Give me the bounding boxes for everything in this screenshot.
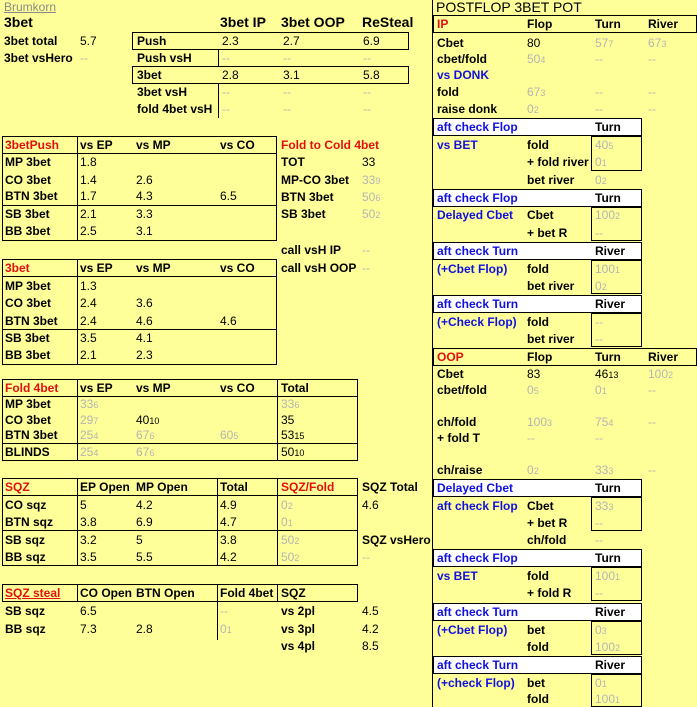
push-vsh-oop: -- bbox=[283, 51, 291, 65]
oop-foldt-turn: -- bbox=[595, 431, 603, 445]
sqz-vshero-label: SQZ vsHero bbox=[362, 533, 431, 547]
oop-cbetfold-turn: 01 bbox=[595, 383, 607, 397]
3betpush-cell: 3.1 bbox=[136, 224, 153, 238]
sqz-row-label: BB sqz bbox=[5, 550, 46, 564]
oop-aftcheckturn2-sub: (+check Flop) bbox=[437, 676, 515, 690]
brand-text[interactable]: Brumkorn bbox=[4, 0, 57, 14]
oop-chfold-label: ch/fold bbox=[437, 415, 477, 429]
3betpush-row-label: BTN 3bet bbox=[5, 189, 58, 203]
ip-delayedcbet-cbet-label: Cbet bbox=[527, 208, 554, 222]
sqz-row-label: BTN sqz bbox=[5, 515, 53, 529]
ip-cbet-label: Cbet bbox=[437, 36, 464, 50]
push-vsh-ip: -- bbox=[222, 51, 230, 65]
oop-aftcheckflop-label: aft check Flop bbox=[437, 499, 518, 513]
3bet-oop: 3.1 bbox=[283, 68, 300, 82]
ip-delayedcbet-betr-value: -- bbox=[595, 226, 603, 240]
ip-aftcheckturn2-fold-label: fold bbox=[527, 315, 549, 329]
fold4bet-header-vs-co: vs CO bbox=[220, 381, 255, 395]
ip-cbetfold-turn: -- bbox=[595, 52, 603, 66]
ip-vsbet-foldriver-value: 01 bbox=[595, 155, 607, 169]
table-sqz-steal-title: SQZ steal bbox=[5, 586, 61, 600]
ip-aftcheckflop2-turn: Turn bbox=[595, 191, 621, 205]
cold4bet-value: 502 bbox=[362, 207, 381, 221]
oop-cbet-turn: 4613 bbox=[595, 367, 619, 381]
3betpush-row-label: SB 3bet bbox=[5, 207, 50, 221]
ip-vsdonk-label: vs DONK bbox=[437, 68, 490, 82]
3bet-cell: 4.1 bbox=[136, 331, 153, 345]
fold4bet-cell: 676 bbox=[136, 445, 155, 459]
ip-aftcheckflop-turn: Turn bbox=[595, 120, 621, 134]
3betpush-cell: 2.5 bbox=[80, 224, 97, 238]
oop-cbetfold-river: -- bbox=[648, 383, 656, 397]
oop-aftcheckturn2-fold-label: fold bbox=[527, 692, 549, 706]
value-3bet-vshero: -- bbox=[80, 51, 88, 65]
call-vsh-oop-value: -- bbox=[362, 261, 370, 275]
3bet-vsh-resteal: -- bbox=[363, 85, 371, 99]
oop-aftcheckturn2-label: aft check Turn bbox=[437, 658, 519, 672]
sqz-cell: 6.9 bbox=[136, 515, 153, 529]
cold4bet-value: 33 bbox=[362, 155, 376, 169]
3betpush-header-vs-mp: vs MP bbox=[136, 138, 171, 152]
steal-sqz-value: 4.5 bbox=[362, 604, 379, 618]
ip-header-flop: Flop bbox=[527, 17, 553, 31]
ip-title: IP bbox=[437, 17, 449, 31]
oop-vsbet-foldr-value: -- bbox=[595, 586, 603, 600]
sqz-header-ep-open: EP Open bbox=[80, 480, 130, 494]
3bet-header-vs-ep: vs EP bbox=[80, 261, 113, 275]
3bet-vsh-oop: -- bbox=[283, 85, 291, 99]
ip-cbetfold-river: -- bbox=[648, 52, 656, 66]
sqz-row-label: CO sqz bbox=[5, 498, 47, 512]
table-3betpush-title: 3betPush bbox=[5, 138, 60, 152]
steal-header-fold-4bet: Fold 4bet bbox=[220, 586, 274, 600]
fold4bet-row-label: BLINDS bbox=[5, 445, 50, 459]
fold4bet-cell: 254 bbox=[80, 428, 99, 442]
sqz-row-label: SB sqz bbox=[5, 533, 46, 547]
ip-delayedcbet-label: Delayed Cbet bbox=[437, 208, 514, 222]
3bet-row-label: CO 3bet bbox=[5, 296, 52, 310]
fold4bet-cell: 297 bbox=[80, 413, 99, 427]
sqz-cell: 3.5 bbox=[80, 550, 97, 564]
ip-aftcheckflop-label: aft check Flop bbox=[437, 120, 518, 134]
oop-aftcheckturn-river: River bbox=[595, 605, 626, 619]
steal-header-co-open: CO Open bbox=[80, 586, 133, 600]
3bet-cell: 2.1 bbox=[80, 348, 97, 362]
fold4bet-total: 5315 bbox=[281, 428, 305, 442]
oop-header-turn: Turn bbox=[595, 350, 621, 364]
ip-aftcheckturn2-fold-value: -- bbox=[595, 315, 603, 329]
cold4bet-row-label: SB 3bet bbox=[281, 207, 326, 221]
sqz-fold-cell: 02 bbox=[281, 498, 293, 512]
fold4bet-header-total: Total bbox=[281, 381, 309, 395]
postflop-title: POSTFLOP 3BET POT bbox=[436, 0, 582, 15]
oop-chraise-river: -- bbox=[648, 463, 656, 477]
3bet-row-label: BTN 3bet bbox=[5, 314, 58, 328]
ip-aftcheckturn-label: aft check Turn bbox=[437, 244, 519, 258]
call-vsh-oop-label: call vsH OOP bbox=[281, 261, 357, 275]
ip-aftcheckturn-betriver-label: bet river bbox=[527, 279, 575, 293]
ip-aftcheckturn-betriver-value: 02 bbox=[595, 279, 607, 293]
cold4bet-row-label: BTN 3bet bbox=[281, 190, 334, 204]
ip-aftcheckturn-river: River bbox=[595, 244, 626, 258]
ip-vsbet-label: vs BET bbox=[437, 138, 478, 152]
fold4bet-cell: 676 bbox=[136, 428, 155, 442]
push-resteal: 6.9 bbox=[363, 34, 380, 48]
ip-vsbet-betriver-value: 02 bbox=[595, 173, 607, 187]
oop-delayedcbet-turn: Turn bbox=[595, 481, 621, 495]
label-3bet-vshero: 3bet vsHero bbox=[4, 51, 73, 65]
sqz-cell: 4.9 bbox=[220, 498, 237, 512]
oop-chraise-flop: 02 bbox=[527, 463, 539, 477]
oop-aftcheckturn-sub: (+Cbet Flop) bbox=[437, 623, 508, 637]
oop-cbet-label: Cbet bbox=[437, 367, 464, 381]
3bet-cell: 1.3 bbox=[80, 279, 97, 293]
3bet-cell: 3.5 bbox=[80, 331, 97, 345]
oop-aftcheckturn-label: aft check Turn bbox=[437, 605, 519, 619]
3betpush-cell: 6.5 bbox=[220, 189, 237, 203]
ip-raisedonk-label: raise donk bbox=[437, 102, 498, 116]
fold4bet-vsh-ip: -- bbox=[222, 102, 230, 116]
sqz-fold-cell: 502 bbox=[281, 533, 300, 547]
row-label-push: Push bbox=[137, 34, 167, 48]
3betpush-cell: 1.7 bbox=[80, 189, 97, 203]
3bet-row-label: SB 3bet bbox=[5, 331, 50, 345]
steal-sqz-label: vs 4pl bbox=[281, 639, 316, 653]
ip-vsbet-fold-value: 405 bbox=[595, 138, 614, 152]
steal-sqz-value: 8.5 bbox=[362, 639, 379, 653]
oop-delayedcbet-chfold-label: ch/fold bbox=[527, 533, 567, 547]
row-label-3bet-vsh: 3bet vsH bbox=[137, 85, 188, 99]
oop-aftcheckflop2-turn: Turn bbox=[595, 551, 621, 565]
ip-aftcheckturn2-betriver-value: -- bbox=[595, 332, 603, 346]
sqz-vshero-value: -- bbox=[362, 550, 370, 564]
3bet-row-label: MP 3bet bbox=[5, 279, 51, 293]
oop-aftcheckturn-fold-label: fold bbox=[527, 640, 549, 654]
3bet-resteal: 5.8 bbox=[363, 68, 380, 82]
3betpush-cell: 1.4 bbox=[80, 173, 97, 187]
3bet-vsh-ip: -- bbox=[222, 85, 230, 99]
ip-raisedonk-flop: 02 bbox=[527, 102, 539, 116]
sqz-cell: 3.8 bbox=[80, 515, 97, 529]
push-ip: 2.3 bbox=[222, 34, 239, 48]
table-3bet-title: 3bet bbox=[5, 261, 30, 275]
oop-aftcheckturn2-bet-value: 01 bbox=[595, 676, 607, 690]
3betpush-cell: 4.3 bbox=[136, 189, 153, 203]
fold4bet-cell: 254 bbox=[80, 445, 99, 459]
3bet-header-vs-mp: vs MP bbox=[136, 261, 171, 275]
ip-fold-flop: 673 bbox=[527, 85, 546, 99]
row-label-push-vsh: Push vsH bbox=[137, 51, 192, 65]
ip-fold-turn: -- bbox=[595, 85, 603, 99]
fold4bet-row-label: CO 3bet bbox=[5, 413, 52, 427]
brand-link[interactable] bbox=[4, 0, 56, 14]
steal-cell: 6.5 bbox=[80, 604, 97, 618]
3bet-cell: 2.3 bbox=[136, 348, 153, 362]
header-3bet-oop: 3bet OOP bbox=[281, 14, 345, 30]
fold4bet-vsh-oop: -- bbox=[283, 102, 291, 116]
3bet-cell: 2.4 bbox=[80, 314, 97, 328]
3betpush-cell: 1.8 bbox=[80, 155, 97, 169]
sqz-cell: 3.8 bbox=[220, 533, 237, 547]
table-fold4bet-title: Fold 4bet bbox=[5, 381, 59, 395]
label-3bet-total: 3bet total bbox=[4, 34, 58, 48]
oop-cbet-river: 1002 bbox=[648, 367, 674, 381]
3bet-cell: 2.4 bbox=[80, 296, 97, 310]
oop-delayedcbet-betr-value: -- bbox=[595, 516, 603, 530]
ip-raisedonk-river: -- bbox=[648, 102, 656, 116]
3betpush-cell: 3.3 bbox=[136, 207, 153, 221]
3betpush-cell: 2.6 bbox=[136, 173, 153, 187]
ip-aftcheckturn-sub: (+Cbet Flop) bbox=[437, 262, 508, 276]
steal-header-sqz: SQZ bbox=[281, 586, 306, 600]
cold4bet-value: 506 bbox=[362, 190, 381, 204]
3bet-ip: 2.8 bbox=[222, 68, 239, 82]
cold4bet-value: 339 bbox=[362, 173, 381, 187]
cold4bet-row-label: TOT bbox=[281, 155, 305, 169]
steal-row-label: SB sqz bbox=[5, 604, 46, 618]
oop-chfold-river: -- bbox=[648, 415, 656, 429]
ip-header-river: River bbox=[648, 17, 679, 31]
3betpush-row-label: BB 3bet bbox=[5, 224, 51, 238]
oop-aftcheckturn-fold-value: 1002 bbox=[595, 640, 621, 654]
3bet-cell: 3.6 bbox=[136, 296, 153, 310]
fold4bet-row-label: MP 3bet bbox=[5, 397, 51, 411]
ip-aftcheckflop2-label: aft check Flop bbox=[437, 191, 518, 205]
ip-cbet-turn: 577 bbox=[595, 36, 614, 50]
sqz-cell: 3.2 bbox=[80, 533, 97, 547]
sqz-cell: 4.2 bbox=[136, 498, 153, 512]
ip-cbetfold-flop: 504 bbox=[527, 52, 546, 66]
value-3bet-total: 5.7 bbox=[80, 34, 97, 48]
oop-aftcheckflop2-label: aft check Flop bbox=[437, 551, 518, 565]
oop-aftcheckturn2-bet-label: bet bbox=[527, 676, 545, 690]
steal-sqz-label: vs 3pl bbox=[281, 622, 316, 636]
sqz-total-label: SQZ Total bbox=[362, 480, 418, 494]
oop-vsbet-label: vs BET bbox=[437, 569, 478, 583]
fold4bet-cell: 605 bbox=[220, 428, 239, 442]
oop-foldt-flop: -- bbox=[527, 431, 535, 445]
steal-cell: 2.8 bbox=[136, 622, 153, 636]
steal-fold-cell: -- bbox=[220, 604, 228, 618]
oop-chraise-label: ch/raise bbox=[437, 463, 483, 477]
sqz-fold-cell: 01 bbox=[281, 515, 293, 529]
sqz-cell: 4.2 bbox=[220, 550, 237, 564]
ip-aftcheckturn2-betriver-label: bet river bbox=[527, 332, 575, 346]
steal-fold-cell: 01 bbox=[220, 622, 232, 636]
fold4bet-total: 35 bbox=[281, 413, 295, 427]
oop-cbetfold-flop: 05 bbox=[527, 383, 539, 397]
3betpush-header-vs-co: vs CO bbox=[220, 138, 255, 152]
oop-delayedcbet-cbet-value: 333 bbox=[595, 499, 614, 513]
ip-aftcheckturn2-label: aft check Turn bbox=[437, 297, 519, 311]
ip-header-turn: Turn bbox=[595, 17, 621, 31]
cold4bet-row-label: MP-CO 3bet bbox=[281, 173, 350, 187]
oop-chraise-turn: 333 bbox=[595, 463, 614, 477]
oop-delayedcbet-chfold-value: -- bbox=[595, 533, 603, 547]
sqz-total-value: 4.6 bbox=[362, 498, 379, 512]
3betpush-row-label: CO 3bet bbox=[5, 173, 52, 187]
section-title-3bet: 3bet bbox=[4, 14, 33, 30]
sqz-cell: 4.7 bbox=[220, 515, 237, 529]
sqz-header-total: Total bbox=[220, 480, 248, 494]
oop-delayedcbet-cbet-label: Cbet bbox=[527, 499, 554, 513]
ip-cbet-flop: 80 bbox=[527, 36, 541, 50]
push-vsh-resteal: -- bbox=[363, 51, 371, 65]
ip-delayedcbet-betr-label: + bet R bbox=[527, 226, 568, 240]
oop-vsbet-foldr-label: + fold R bbox=[527, 586, 572, 600]
oop-cbet-flop: 83 bbox=[527, 367, 541, 381]
oop-aftcheckturn2-fold-value: 1001 bbox=[595, 692, 621, 706]
oop-chfold-turn: 754 bbox=[595, 415, 614, 429]
header-3bet-ip: 3bet IP bbox=[220, 14, 266, 30]
oop-aftcheckturn-bet-value: 03 bbox=[595, 623, 607, 637]
ip-aftcheckturn2-river: River bbox=[595, 297, 626, 311]
fold4bet-cell: 336 bbox=[80, 397, 99, 411]
sqz-cell: 5 bbox=[80, 498, 87, 512]
3betpush-header-vs-ep: vs EP bbox=[80, 138, 113, 152]
fold4bet-total: 336 bbox=[281, 397, 300, 411]
sqz-header-sqz-fold: SQZ/Fold bbox=[281, 480, 335, 494]
steal-sqz-value: 4.2 bbox=[362, 622, 379, 636]
ip-delayedcbet-cbet-value: 1002 bbox=[595, 208, 621, 222]
ip-cbetfold-label: cbet/fold bbox=[437, 52, 487, 66]
ip-aftcheckturn2-sub: (+Check Flop) bbox=[437, 315, 517, 329]
call-vsh-ip-value: -- bbox=[362, 243, 370, 257]
ip-aftcheckturn-fold-value: 1001 bbox=[595, 262, 621, 276]
sqz-fold-cell: 502 bbox=[281, 550, 300, 564]
3bet-header-vs-co: vs CO bbox=[220, 261, 255, 275]
oop-vsbet-fold-label: fold bbox=[527, 569, 549, 583]
fold4bet-row-label: BTN 3bet bbox=[5, 428, 58, 442]
row-label-3bet: 3bet bbox=[137, 68, 162, 82]
oop-header-flop: Flop bbox=[527, 350, 553, 364]
steal-cell: 7.3 bbox=[80, 622, 97, 636]
steal-header-btn-open: BTN Open bbox=[136, 586, 195, 600]
oop-vsbet-fold-value: 1001 bbox=[595, 569, 621, 583]
ip-raisedonk-turn: -- bbox=[595, 102, 603, 116]
push-oop: 2.7 bbox=[283, 34, 300, 48]
oop-cbetfold-label: cbet/fold bbox=[437, 383, 487, 397]
oop-chfold-flop: 1003 bbox=[527, 415, 553, 429]
fold4bet-total: 5010 bbox=[281, 445, 305, 459]
header-resteal: ReSteal bbox=[362, 14, 414, 30]
ip-vsbet-fold-label: fold bbox=[527, 138, 549, 152]
oop-delayedcbet-betr-label: + bet R bbox=[527, 516, 568, 530]
oop-aftcheckturn-bet-label: bet bbox=[527, 623, 545, 637]
row-label-fold4bet-vsh: fold 4bet vsH bbox=[137, 102, 213, 116]
sqz-cell: 5.5 bbox=[136, 550, 153, 564]
fold4bet-vsh-resteal: -- bbox=[363, 102, 371, 116]
cold4bet-title: Fold to Cold 4bet bbox=[281, 138, 379, 152]
3bet-row-label: BB 3bet bbox=[5, 348, 51, 362]
steal-row-label: BB sqz bbox=[5, 622, 46, 636]
oop-header-river: River bbox=[648, 350, 679, 364]
sqz-header-mp-open: MP Open bbox=[136, 480, 188, 494]
3betpush-row-label: MP 3bet bbox=[5, 155, 51, 169]
oop-aftcheckturn2-river: River bbox=[595, 658, 626, 672]
ip-cbet-river: 673 bbox=[648, 36, 667, 50]
3bet-cell: 4.6 bbox=[220, 314, 237, 328]
3bet-cell: 4.6 bbox=[136, 314, 153, 328]
3betpush-cell: 2.1 bbox=[80, 207, 97, 221]
oop-title: OOP bbox=[437, 350, 464, 364]
sqz-cell: 5 bbox=[136, 533, 143, 547]
oop-foldt-label: + fold T bbox=[437, 431, 480, 445]
fold4bet-header-vs-mp: vs MP bbox=[136, 381, 171, 395]
ip-vsbet-betriver-label: bet river bbox=[527, 173, 575, 187]
fold4bet-header-vs-ep: vs EP bbox=[80, 381, 113, 395]
ip-aftcheckturn-fold-label: fold bbox=[527, 262, 549, 276]
ip-fold-river: -- bbox=[648, 85, 656, 99]
steal-sqz-label: vs 2pl bbox=[281, 604, 316, 618]
ip-vsbet-foldriver-label: + fold river bbox=[527, 155, 589, 169]
ip-fold-label: fold bbox=[437, 85, 459, 99]
oop-delayedcbet-label: Delayed Cbet bbox=[437, 481, 514, 495]
call-vsh-ip-label: call vsH IP bbox=[281, 243, 342, 257]
fold4bet-cell: 4010 bbox=[136, 413, 160, 427]
table-sqz-title: SQZ bbox=[5, 480, 30, 494]
